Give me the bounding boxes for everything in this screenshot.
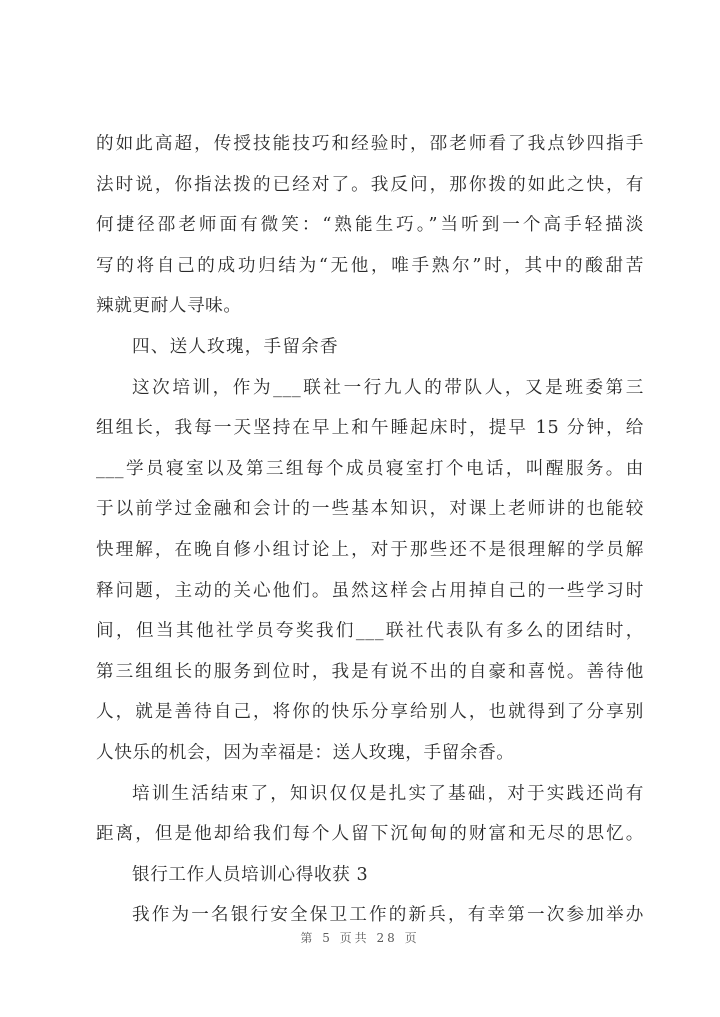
section-heading: 四、送人玫瑰，手留余香 (132, 336, 339, 357)
paragraph-line: 何捷径邵老师面有微笑：“熟能生巧。”当听到一个高手轻描淡 (96, 215, 644, 236)
paragraph-line: 距离，但是他却给我们每个人留下沉甸甸的财富和无尽的思忆。 (96, 824, 644, 845)
page-number-footer: 第 5 页共 28 页 (300, 931, 420, 945)
paragraph-line: 这次培训，作为___联社一行九人的带队人，又是班委第三 (132, 377, 644, 398)
paragraph-line: 我作为一名银行安全保卫工作的新兵，有幸第一次参加举办 (132, 905, 644, 926)
paragraph-line: ___学员寝室以及第三组每个成员寝室打个电话，叫醒服务。由 (96, 458, 644, 479)
paragraph-line: 法时说，你指法拨的已经对了。我反问，那你拨的如此之快，有 (96, 174, 644, 195)
paragraph-line: 间，但当其他社学员夸奖我们___联社代表队有多么的团结时， (96, 621, 644, 642)
paragraph-line: 人快乐的机会，因为幸福是：送人玫瑰，手留余香。 (96, 742, 515, 763)
paragraph-line: 人，就是善待自己，将你的快乐分享给别人，也就得到了分享别 (96, 702, 644, 723)
paragraph-line: 的如此高超，传授技能技巧和经验时，邵老师看了我点钞四指手 (96, 134, 644, 154)
section-heading: 银行工作人员培训心得收获 3 (132, 864, 369, 885)
paragraph-line: 第三组组长的服务到位时，我是有说不出的自豪和喜悦。善待他 (96, 661, 644, 682)
paragraph-line: 写的将自己的成功归结为“无他，唯手熟尔”时，其中的酸甜苦 (96, 255, 644, 276)
document-body (96, 124, 644, 936)
paragraph-line: 于以前学过金融和会计的一些基本知识，对课上老师讲的也能较 (96, 499, 644, 520)
paragraph-line: 辣就更耐人寻味。 (96, 296, 242, 317)
paragraph-line: 组组长，我每一天坚持在早上和午睡起床时，提早 15 分钟，给 (96, 418, 644, 439)
paragraph-line: 快理解，在晚自修小组讨论上，对于那些还不是很理解的学员解 (96, 539, 644, 560)
paragraph-line: 培训生活结束了，知识仅仅是扎实了基础，对于实践还尚有 (132, 783, 644, 804)
paragraph-line: 释问题，主动的关心他们。虽然这样会占用掉自己的一些学习时 (96, 580, 644, 601)
